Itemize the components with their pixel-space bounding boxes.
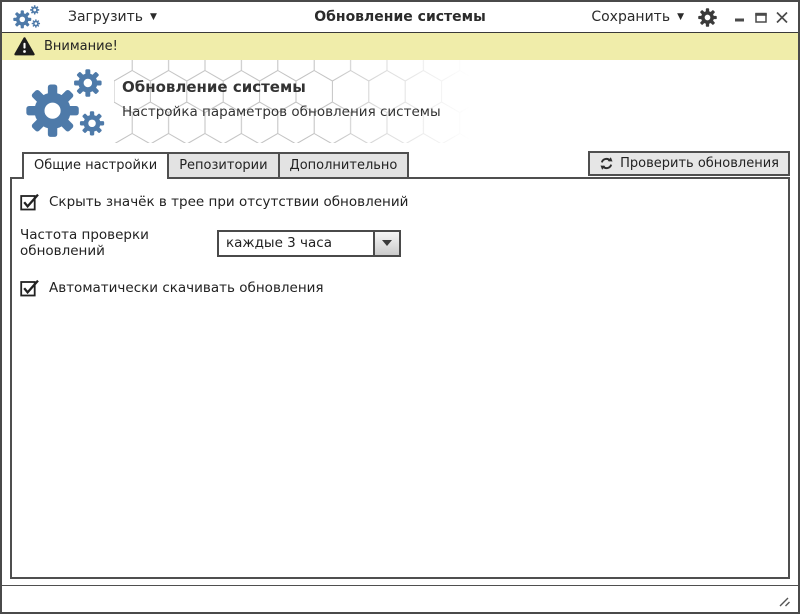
auto-download-checkbox[interactable] [20,279,41,297]
page-subtitle: Настройка параметров обновления системы [122,104,441,120]
save-menu-button[interactable] [591,9,684,25]
load-menu-button[interactable] [68,9,157,25]
tab-bar [10,149,790,177]
close-icon[interactable] [776,12,788,23]
caret-down-icon: ▼ [677,11,684,22]
dropdown-arrow-icon[interactable] [373,232,399,255]
window-title: Обновление системы [314,9,486,25]
minimize-icon[interactable] [735,12,746,23]
tab-additional[interactable]: Дополнительно [278,152,410,177]
warning-bar [2,33,798,60]
save-menu-label: Сохранить [591,9,671,25]
warning-message: Внимание! [44,39,118,54]
frequency-label: Частота проверки обновлений [20,227,149,259]
caret-down-icon: ▼ [150,11,157,22]
refresh-icon [599,156,614,171]
page-header [2,60,798,143]
general-settings-panel [10,177,790,579]
frequency-selected-value: каждые 3 часа [226,235,333,251]
tab-repositories[interactable]: Репозитории [167,152,279,177]
page-title: Обновление системы [122,78,306,96]
hide-tray-checkbox[interactable] [20,193,41,211]
auto-download-row [20,279,780,297]
warning-triangle-icon [14,37,35,56]
frequency-select[interactable] [217,230,401,257]
check-updates-button[interactable] [588,151,790,176]
load-menu-label: Загрузить [68,9,144,25]
gear-icon[interactable] [698,8,717,27]
maximize-icon[interactable] [755,12,767,23]
hide-tray-label: Скрыть значёк в трее при отсутствии обновлений [49,194,409,210]
app-gears-icon [12,4,42,30]
titlebar [2,2,798,33]
tab-general-settings[interactable]: Общие настройки [22,152,169,179]
resize-grip-icon[interactable] [776,594,791,607]
auto-download-label: Автоматически скачивать обновления [49,280,324,296]
frequency-row [20,227,780,259]
check-updates-label: Проверить обновления [620,156,779,171]
gears-icon [24,67,108,141]
hide-tray-row [20,193,780,211]
status-bar [2,585,798,612]
